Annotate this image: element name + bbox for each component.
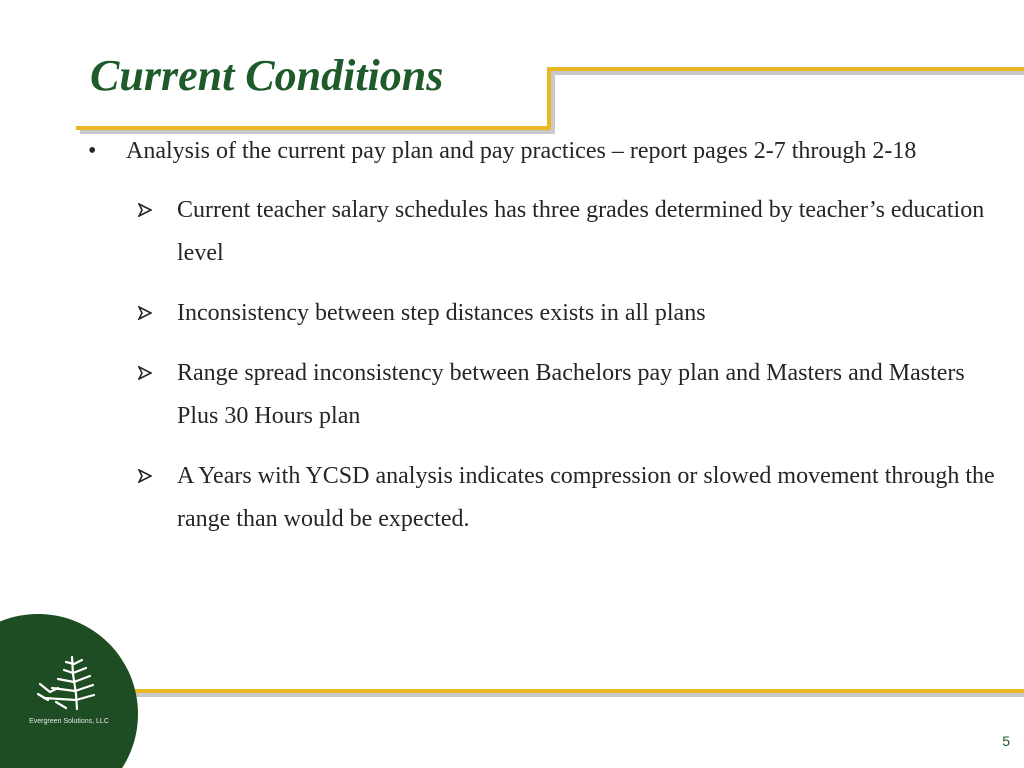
- main-bullet-text: Analysis of the current pay plan and pay practices – report pages 2-7 through 2-18: [126, 138, 917, 164]
- sub-bullet-text: Inconsistency between step distances exists in all plans: [177, 300, 706, 326]
- sub-bullet: [84, 455, 999, 541]
- bullet-marker: •: [88, 138, 97, 164]
- page-number: 5: [1002, 733, 1010, 749]
- logo-company-name: Evergreen Solutions, LLC: [29, 718, 109, 725]
- sub-bullet: [84, 292, 999, 335]
- arrow-bullet-icon: [138, 306, 152, 320]
- sub-bullet-text: Current teacher salary schedules has three grades determined by teacher’s education level: [177, 197, 985, 266]
- arrow-bullet-icon: [138, 203, 152, 217]
- main-bullet: [84, 130, 999, 173]
- slide-content: [84, 130, 999, 558]
- sub-bullet-text: A Years with YCSD analysis indicates compression or slowed movement through the range than would be expected.: [177, 463, 995, 532]
- sub-bullet: [84, 189, 999, 275]
- sub-bullet: [84, 352, 999, 438]
- arrow-bullet-icon: [138, 366, 152, 380]
- sub-bullet-text: Range spread inconsistency between Bachelors pay plan and Masters and Masters Plus 30 Hours plan: [177, 360, 965, 429]
- sub-bullet-list: [84, 189, 999, 541]
- arrow-bullet-icon: [138, 469, 152, 483]
- evergreen-tree-icon: [36, 654, 96, 712]
- slide-title: Current Conditions: [90, 51, 444, 100]
